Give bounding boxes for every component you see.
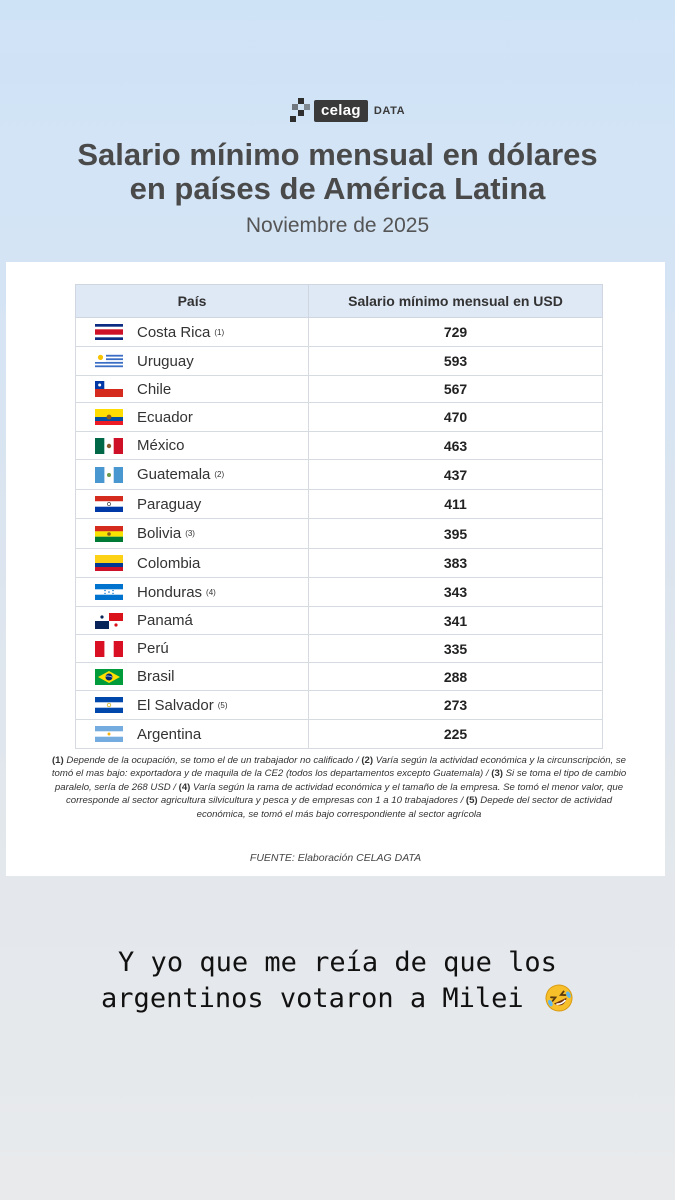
country-name: Bolivia [137,525,182,542]
footnote-text: Varía según la rama de actividad económica y el tamaño de la empresa. Se tomó el menor valor, que corresponde al sector agricultura silvicultura y pesca y de empresas con 1 a 10 trabajadores / [65,781,624,807]
infographic-subtitle: Noviembre de 2025 [245,214,430,237]
country-name: Colombia [137,554,201,572]
footnote-ref: (4) [178,781,191,793]
country-cell [76,720,309,749]
column-header-country: País [76,285,309,318]
footnote-ref: (2) [361,755,374,766]
wage-value: 593 [309,347,603,376]
country-cell [76,663,309,691]
paraguay-flag-icon [95,496,123,512]
wage-value: 335 [309,635,603,663]
footnote-ref: (1) [51,755,64,766]
peru-flag-icon [95,641,123,657]
chile-flag-icon [95,381,123,397]
footnote-marker: (4) [206,587,216,597]
footnote-text: Si se toma el tipo de cambio paralelo, sería de 268 USD / [54,768,627,793]
country-cell [76,519,309,549]
country-cell [76,347,309,376]
wage-value: 729 [309,318,603,347]
wage-value: 463 [309,432,603,460]
el-salvador-flag-icon [95,697,123,713]
logo-text: celag [314,100,368,122]
footnote-marker: (2) [214,470,225,479]
country-cell [76,578,309,607]
table-body [76,318,603,749]
table-row [76,376,603,403]
table-row [76,607,603,635]
country-cell [76,549,309,578]
wage-value: 395 [309,519,603,549]
country-name: Guatemala [137,466,211,483]
wage-value: 343 [309,578,603,607]
wage-value: 411 [309,490,603,519]
country-name: El Salvador [137,696,214,714]
country-name: Chile [137,380,172,398]
rolling-on-floor-laughing-icon [544,983,574,1013]
footnote-ref: (3) [491,768,503,780]
country-cell [76,607,309,635]
table-row [76,347,603,376]
country-cell [76,432,309,460]
table-row [76,663,603,691]
bolivia-flag-icon [95,526,123,542]
footnotes [44,754,634,821]
footnote-text: Varía según la actividad económica y la circunscripción, se tomó el mas bajo: exportadora y de maquila de la CE2 (todos los departamentos excepto Guatemala) / [51,755,626,780]
country-cell [76,403,309,432]
brazil-flag-icon [95,669,123,685]
table-row [76,318,603,347]
pixel-logo-icon [290,98,310,124]
infographic-title [0,138,675,206]
wage-value: 225 [309,720,603,749]
footnote-marker: (5) [217,700,228,710]
country-name: Panamá [137,612,193,629]
mexico-flag-icon [95,438,123,454]
colombia-flag-icon [95,555,123,571]
table-row [76,549,603,578]
table-row [76,403,603,432]
country-cell [76,376,309,403]
country-cell [76,691,309,720]
wage-value: 288 [309,663,603,691]
footnote-ref: (5) [465,795,478,807]
table-row [76,720,603,749]
celag-data-logo [290,98,405,124]
title-line-1: Salario mínimo mensual en dólares [77,137,598,172]
wage-value: 470 [309,403,603,432]
country-cell [76,490,309,519]
caption-line-2: argentinos votaron a Milei [101,983,524,1014]
footnote-text: Depende de la ocupación, se tomo el de un trabajador no calificado / [63,755,362,766]
country-name: Brasil [137,668,175,685]
table-row [76,460,603,490]
country-name: Ecuador [137,408,193,426]
table-row [76,519,603,549]
infographic-header [0,0,675,262]
country-cell [76,318,309,347]
story-caption [20,945,655,1017]
wage-table [75,284,603,749]
country-cell [76,460,309,490]
table-row [76,635,603,663]
country-name: Honduras [137,583,203,601]
footnote-marker: (1) [214,327,225,337]
caption-line-1: Y yo que me reía de que los [118,947,557,978]
table-card [6,262,665,876]
table-header-row [76,285,603,318]
table-row [76,490,603,519]
country-name: Uruguay [137,352,194,370]
country-name: México [137,437,185,454]
wage-value: 383 [309,549,603,578]
panama-flag-icon [95,613,123,629]
uruguay-flag-icon [95,353,123,369]
table-row [76,691,603,720]
country-name: Perú [137,640,169,657]
wage-value: 341 [309,607,603,635]
table-row [76,578,603,607]
source-note: FUENTE: Elaboración CELAG DATA [249,852,422,864]
footnote-text: Depede del sector de actividad económica, se tomó el más bajo correspondiente al sector agrícola [196,795,613,820]
table-row [76,432,603,460]
country-name: Paraguay [137,495,202,513]
column-header-wage: Salario mínimo mensual en USD [309,285,603,318]
costa-rica-flag-icon [95,324,123,340]
guatemala-flag-icon [95,467,123,483]
ecuador-flag-icon [95,409,123,425]
title-line-2: en países de América Latina [129,171,546,206]
country-name: Argentina [137,725,202,743]
wage-value: 567 [309,376,603,403]
country-cell [76,635,309,663]
country-name: Costa Rica [137,323,211,341]
wage-value: 273 [309,691,603,720]
footnote-marker: (3) [185,529,195,538]
logo-suffix: DATA [373,105,406,117]
wage-value: 437 [309,460,603,490]
argentina-flag-icon [95,726,123,742]
honduras-flag-icon [95,584,123,600]
